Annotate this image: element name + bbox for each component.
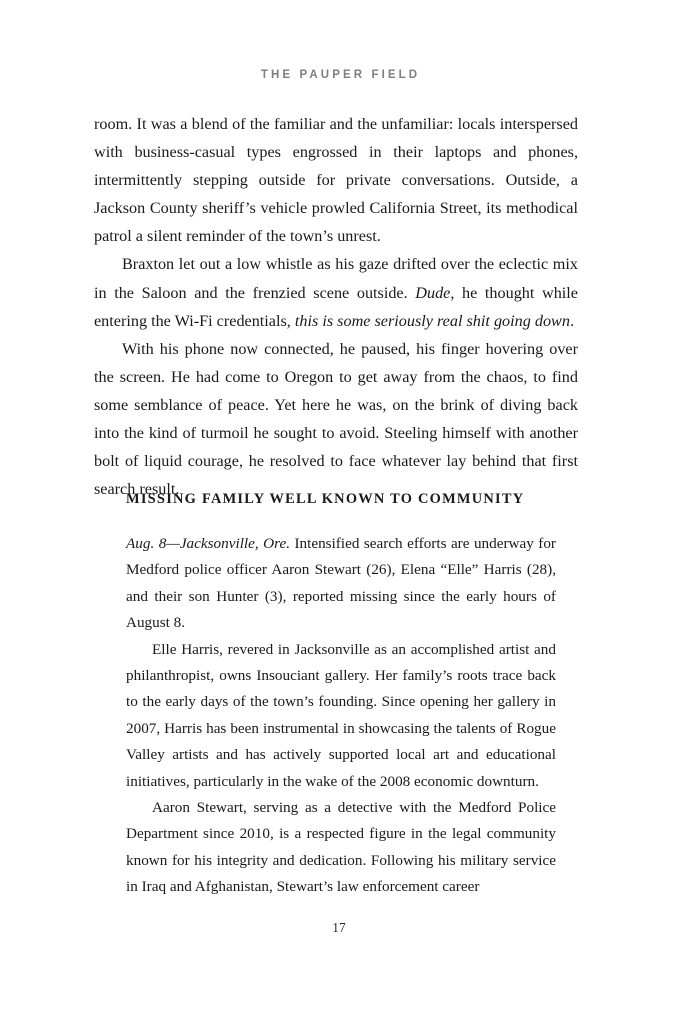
body-paragraph — [94, 250, 578, 334]
italic-run: Dude — [415, 283, 451, 302]
article-paragraph — [126, 531, 556, 637]
embedded-news-article — [126, 489, 556, 901]
main-text-column — [94, 110, 578, 503]
body-paragraph — [94, 110, 578, 250]
article-heading: MISSING FAMILY WELL KNOWN TO COMMUNITY — [126, 491, 525, 507]
body-paragraph — [94, 335, 578, 504]
italic-run: this is some seriously real shit going down — [294, 311, 570, 330]
article-paragraph — [126, 637, 556, 795]
article-paragraph — [126, 795, 556, 901]
text-run: Elle Harris, revered in Jacksonville as an accomplished artist and philanthropist, owns Insouciant gallery. Her family’s roots trace back to the early days of the town’s founding. Since opening her gallery in 2007, Harris has been instrumental in showcasing the talents of Rogue Valley artists and has actively supported local art and educational initiatives, particularly in the wake of the 2008 economic downturn. — [126, 640, 556, 790]
italic-run: Aug. 8—Jacksonville, Ore. — [126, 535, 290, 552]
text-run: . — [569, 311, 574, 330]
text-run: room. It was a blend of the familiar and the unfamiliar: locals interspersed with business-casual types engrossed in their laptops and phones, intermittently stepping outside for private conversations. Outside, a Jackson County sheriff’s vehicle prowled California Street, its methodical patrol a silent reminder of the town’s unrest. — [94, 115, 578, 246]
text-run: , he thought while entering the Wi-Fi credentials, — [94, 283, 578, 330]
running-header: THE PAUPER FIELD — [260, 69, 421, 81]
text-run: With his phone now connected, he paused, his finger hovering over the screen. He had come to Oregon to get away from the chaos, to find some semblance of peace. Yet here he was, on the brink of diving back into the kind of turmoil he sought to avoid. Steeling himself with another bolt of liquid courage, he resolved to face whatever lay behind that first search result. — [94, 339, 578, 499]
text-run: Intensified search efforts are underway for Medford police officer Aaron Stewart (26), Elena “Elle” Harris (28), and their son Hunter (3), reported missing since the early hours of August 8. — [126, 535, 556, 632]
text-run: Braxton let out a low whistle as his gaze drifted over the eclectic mix in the Saloon and the frenzied scene outside. — [94, 255, 578, 302]
page-number: 17 — [332, 920, 346, 935]
text-run: Aaron Stewart, serving as a detective with the Medford Police Department since 2010, is a respected figure in the legal community known for his integrity and dedication. Following his military service in Iraq and Afghanistan, Stewart’s law enforcement career — [126, 799, 556, 896]
